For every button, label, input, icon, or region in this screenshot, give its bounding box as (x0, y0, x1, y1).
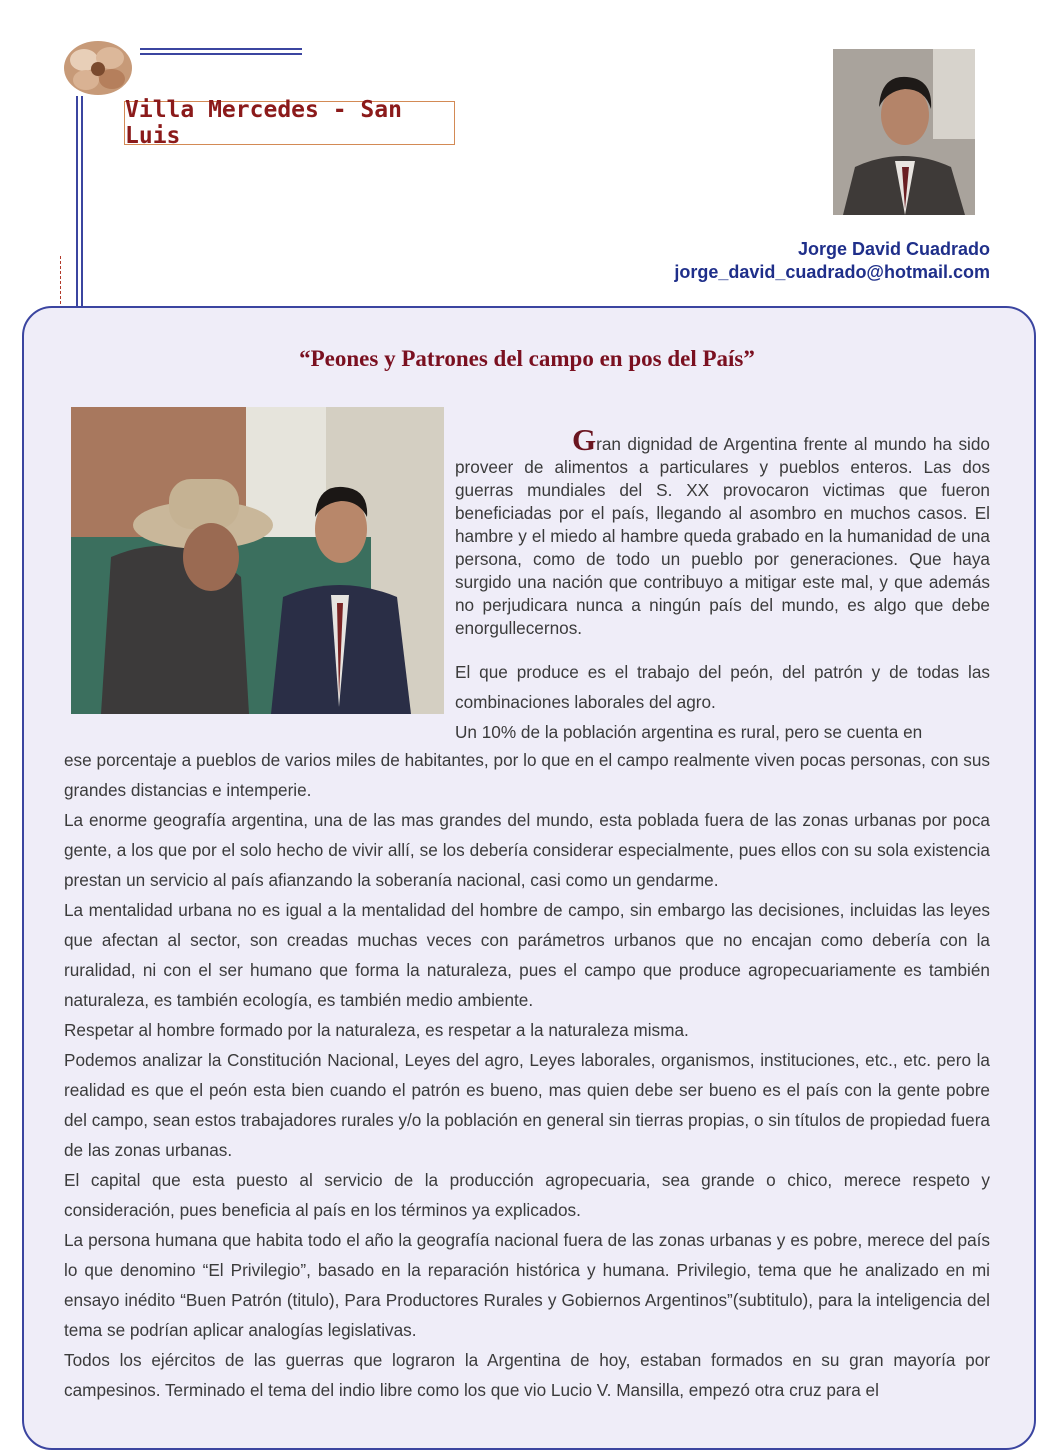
article-paragraph-3-start: Un 10% de la población argentina es rural, pero se cuenta en (455, 722, 923, 742)
dropcap: G (572, 422, 597, 457)
article-column-text (455, 422, 990, 640)
article-body (64, 745, 990, 1405)
flower-logo-icon (60, 38, 136, 98)
header-rule-top (140, 48, 302, 50)
header-rule-left (76, 96, 78, 310)
paragraph-4: La enorme geografía argentina, una de las mas grandes del mundo, esta poblada fuera de las zonas urbanas por poca gente, a los que por el solo hecho de vivir allí, se los debería considerar especialmente, pues ellos con su sola existencia prestan un servicio al país afianzando la soberanía nacional, casi como un gendarme. (64, 810, 990, 890)
paragraph-3: ese porcentaje a pueblos de varios miles de habitantes, por lo que en el campo realmente viven pocas personas, con sus grandes distancias e intemperie. (64, 750, 990, 800)
paragraph-8: El capital que esta puesto al servicio de la producción agropecuaria, sea grande o chico, merece respeto y consideración, pues beneficia al país en los términos ya explicados. (64, 1170, 990, 1220)
article-photo (71, 407, 444, 714)
paragraph-6: Respetar al hombre formado por la naturaleza, es respetar a la naturaleza misma. (64, 1020, 689, 1040)
paragraph-7: Podemos analizar la Constitución Nacional, Leyes del agro, Leyes laborales, organismos, instituciones, etc., etc. pero la realidad es que el peón esta bien cuando el patrón es bueno, mas quien debe ser bueno es el país con la gente pobre del campo, sean estos trabajadores rurales y/o la población en general sin tierras propias, o sin títulos de propiedad fuera de las zonas urbanas. (64, 1050, 990, 1160)
header-rule-right (81, 96, 83, 310)
location-label: Villa Mercedes - San Luis (124, 101, 455, 145)
header-rule-bottom (140, 53, 302, 55)
article-paragraph-2: El que produce es el trabajo del peón, del patrón y de todas las combinaciones laborales del agro. (455, 662, 990, 712)
paragraph-intro: Gran dignidad de Argentina frente al mundo ha sido proveer de alimentos a particulares y pueblos enteros. Las dos guerras mundiales del S. XX provocaron victimas que fueron beneficiadas por el país, llegando al asombro en muchos casos. El hambre y el miedo al hambre queda grabado en la humanidad de una persona, como de todo un pueblo por generaciones. Que haya surgido una nación que contribuyo a mitigar este mal, y que además no perjudicara nunca a ningún país del mundo, es algo que debe enorgullecernos. (455, 422, 990, 638)
paragraph-9: La persona humana que habita todo el año la geografía nacional fuera de las zonas urbanas y es pobre, merece del país lo que denomino “El Privilegio”, basado en la reparación histórica y humana. Privilegio, tema que he analizado en mi ensayo inédito “Buen Patrón (titulo), Para Productores Rurales y Gobiernos Argentinos”(subtitulo), para la inteligencia del tema se podrían aplicar analogías legislativas. (64, 1230, 990, 1340)
paragraph-5: La mentalidad urbana no es igual a la mentalidad del hombre de campo, sin embargo las decisiones, incluidas las leyes que afectan al sector, son creadas muchas veces con parámetros urbanos que no encajan como debería con la ruralidad, ni con el ser humano que forma la naturaleza, pues el campo que produce agropecuariamente es también naturaleza, es también ecología, es también medio ambiente. (64, 900, 990, 1010)
author-photo (833, 49, 975, 215)
article-title: “Peones y Patrones del campo en pos del País” (299, 346, 755, 371)
author-name: Jorge David Cuadrado (797, 239, 990, 259)
paragraph-10: Todos los ejércitos de las guerras que lograron la Argentina de hoy, estaban formados en su gran mayoría por campesinos. Terminado el tema del indio libre como los que vio Lucio V. Mansilla, empezó otra cruz para el (64, 1350, 990, 1400)
author-email[interactable]: jorge_david_cuadrado@hotmail.com (674, 262, 990, 282)
